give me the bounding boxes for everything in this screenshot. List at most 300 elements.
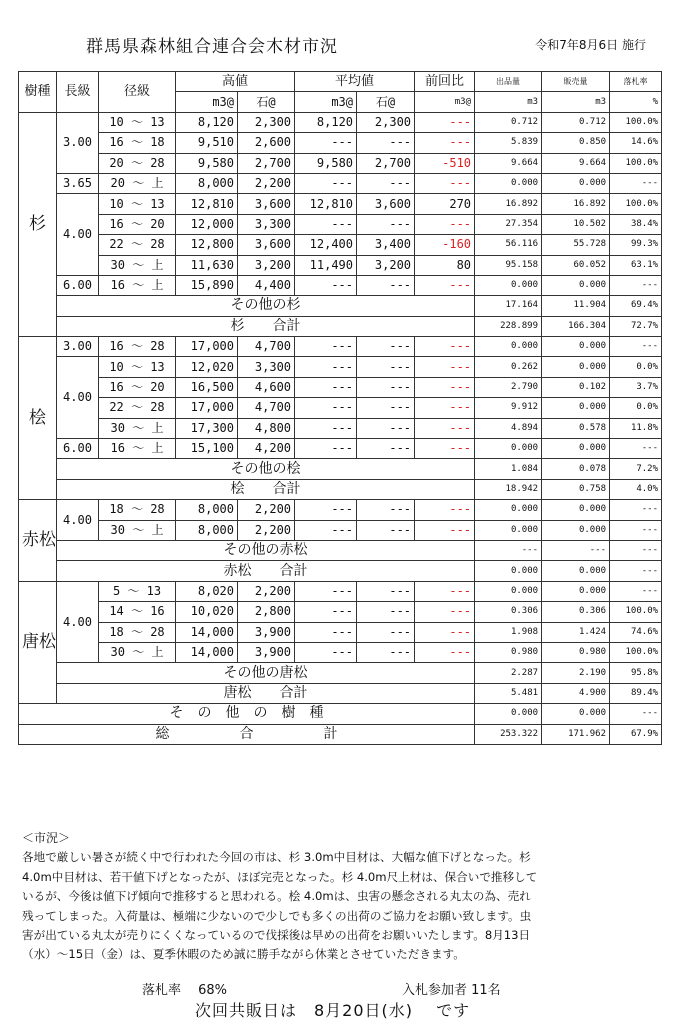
prev-diff: ---: [415, 439, 475, 459]
high-m3: 9,510: [176, 133, 238, 153]
data-row: [19, 520, 662, 540]
subtotal-label: 桧 合計: [57, 479, 475, 499]
col-prev: 前回比: [415, 72, 475, 92]
length-grade: 3.00: [57, 112, 99, 173]
bidder-count: 入札参加者 11名: [402, 983, 501, 998]
diameter-grade: 22 ～ 28: [99, 235, 176, 255]
success-rate-cell: 100.0%: [610, 194, 662, 214]
avg-m3: ---: [295, 622, 357, 642]
col-shipped: 出品量: [475, 72, 542, 92]
commentary-line: 4.0m中目材は、若干値下げとなったが、ほぼ完売となった。杉 4.0m尺上材は、保合いで推移して: [22, 869, 538, 884]
data-row: [19, 112, 662, 132]
shipped-volume: 0.000: [475, 520, 542, 540]
sold-volume: 0.102: [542, 377, 610, 397]
col-rate: 落札率: [610, 72, 662, 92]
shipped-volume: ---: [475, 540, 542, 560]
avg-m3: ---: [295, 337, 357, 357]
high-m3: 11,630: [176, 255, 238, 275]
success-rate-cell: ---: [610, 561, 662, 581]
sold-volume: 0.980: [542, 642, 610, 662]
data-row: [19, 194, 662, 214]
sold-volume: 0.000: [542, 337, 610, 357]
sold-volume: 0.000: [542, 439, 610, 459]
prev-diff: ---: [415, 622, 475, 642]
prev-diff: ---: [415, 133, 475, 153]
other-row: [19, 296, 662, 316]
prev-diff: 270: [415, 194, 475, 214]
unit-high-m3: m3@: [176, 92, 238, 112]
success-rate-cell: 89.4%: [610, 683, 662, 703]
avg-m3: ---: [295, 602, 357, 622]
high-m3: 14,000: [176, 622, 238, 642]
high-koku: 4,700: [238, 337, 295, 357]
shipped-volume: 1.084: [475, 459, 542, 479]
avg-m3: ---: [295, 173, 357, 193]
success-rate-cell: 11.8%: [610, 418, 662, 438]
unit-rate: %: [610, 92, 662, 112]
diameter-grade: 30 ～ 上: [99, 418, 176, 438]
avg-koku: ---: [357, 398, 415, 418]
price-table: [18, 71, 662, 745]
header-row: [19, 72, 662, 92]
avg-koku: ---: [357, 622, 415, 642]
other-species-label: そ の 他 の 樹 種: [19, 704, 475, 724]
shipped-volume: 0.000: [475, 704, 542, 724]
diameter-grade: 18 ～ 28: [99, 622, 176, 642]
avg-m3: ---: [295, 581, 357, 601]
prev-diff: ---: [415, 275, 475, 295]
avg-m3: 12,810: [295, 194, 357, 214]
success-rate-cell: ---: [610, 520, 662, 540]
success-rate-cell: 69.4%: [610, 296, 662, 316]
high-m3: 15,890: [176, 275, 238, 295]
issue-date: 令和7年8月6日 施行: [535, 38, 646, 52]
prev-diff: ---: [415, 357, 475, 377]
success-rate-cell: ---: [610, 704, 662, 724]
next-sale-date: 次回共販日は 8月20日(水) です: [195, 1001, 471, 1020]
success-rate-cell: 0.0%: [610, 398, 662, 418]
sold-volume: 0.000: [542, 357, 610, 377]
shipped-volume: 2.790: [475, 377, 542, 397]
diameter-grade: 20 ～ 上: [99, 173, 176, 193]
success-rate-cell: ---: [610, 337, 662, 357]
avg-koku: ---: [357, 173, 415, 193]
high-koku: 4,800: [238, 418, 295, 438]
high-m3: 12,800: [176, 235, 238, 255]
prev-diff: ---: [415, 520, 475, 540]
avg-koku: ---: [357, 439, 415, 459]
other-row: [19, 663, 662, 683]
sold-volume: 166.304: [542, 316, 610, 336]
avg-m3: ---: [295, 418, 357, 438]
shipped-volume: 17.164: [475, 296, 542, 316]
unit-high-koku: 石@: [238, 92, 295, 112]
shipped-volume: 0.000: [475, 581, 542, 601]
diameter-grade: 30 ～ 上: [99, 520, 176, 540]
prev-diff: ---: [415, 112, 475, 132]
sold-volume: 0.078: [542, 459, 610, 479]
diameter-grade: 10 ～ 13: [99, 357, 176, 377]
shipped-volume: 228.899: [475, 316, 542, 336]
data-row: [19, 214, 662, 234]
avg-m3: ---: [295, 398, 357, 418]
shipped-volume: 95.158: [475, 255, 542, 275]
success-rate-cell: 7.2%: [610, 459, 662, 479]
data-row: [19, 235, 662, 255]
success-rate-cell: ---: [610, 173, 662, 193]
length-grade: 6.00: [57, 439, 99, 459]
avg-koku: ---: [357, 500, 415, 520]
prev-diff: ---: [415, 337, 475, 357]
data-row: [19, 602, 662, 622]
sold-volume: 0.000: [542, 275, 610, 295]
high-koku: 2,800: [238, 602, 295, 622]
avg-koku: 2,700: [357, 153, 415, 173]
data-row: [19, 439, 662, 459]
data-row: [19, 255, 662, 275]
other-row: [19, 459, 662, 479]
high-koku: 3,300: [238, 214, 295, 234]
avg-m3: ---: [295, 642, 357, 662]
success-rate-cell: 67.9%: [610, 724, 662, 744]
shipped-volume: 0.262: [475, 357, 542, 377]
high-koku: 4,600: [238, 377, 295, 397]
unit-shipped: m3: [475, 92, 542, 112]
prev-diff: ---: [415, 418, 475, 438]
data-row: [19, 642, 662, 662]
avg-m3: ---: [295, 520, 357, 540]
high-m3: 17,300: [176, 418, 238, 438]
shipped-volume: 0.000: [475, 173, 542, 193]
shipped-volume: 0.980: [475, 642, 542, 662]
success-rate-cell: 100.0%: [610, 153, 662, 173]
shipped-volume: 253.322: [475, 724, 542, 744]
shipped-volume: 0.000: [475, 439, 542, 459]
shipped-volume: 27.354: [475, 214, 542, 234]
success-rate-cell: 100.0%: [610, 602, 662, 622]
shipped-volume: 1.908: [475, 622, 542, 642]
high-m3: 12,000: [176, 214, 238, 234]
sold-volume: 2.190: [542, 663, 610, 683]
sold-volume: 0.000: [542, 520, 610, 540]
avg-m3: 8,120: [295, 112, 357, 132]
prev-diff: ---: [415, 398, 475, 418]
prev-diff: ---: [415, 602, 475, 622]
high-koku: 3,900: [238, 642, 295, 662]
high-koku: 3,900: [238, 622, 295, 642]
success-rate-cell: 63.1%: [610, 255, 662, 275]
avg-m3: ---: [295, 357, 357, 377]
market-commentary: [22, 829, 662, 965]
shipped-volume: 9.912: [475, 398, 542, 418]
success-rate-cell: ---: [610, 540, 662, 560]
commentary-line: 残ってしまった。入荷量は、極端に少ないので少しでも多くの出荷のご協力をお願い致します。虫: [22, 908, 532, 923]
data-row: [19, 622, 662, 642]
avg-m3: ---: [295, 275, 357, 295]
sold-volume: 0.578: [542, 418, 610, 438]
success-rate-cell: 100.0%: [610, 642, 662, 662]
high-koku: 4,700: [238, 398, 295, 418]
diameter-grade: 16 ～ 上: [99, 439, 176, 459]
unit-sold: m3: [542, 92, 610, 112]
high-koku: 2,300: [238, 112, 295, 132]
sold-volume: 60.052: [542, 255, 610, 275]
col-average: 平均値: [295, 72, 415, 92]
length-grade: 4.00: [57, 357, 99, 439]
high-koku: 2,200: [238, 173, 295, 193]
prev-diff: ---: [415, 500, 475, 520]
sold-volume: 16.892: [542, 194, 610, 214]
sold-volume: 4.900: [542, 683, 610, 703]
avg-koku: 2,300: [357, 112, 415, 132]
high-m3: 8,000: [176, 173, 238, 193]
subtotal-label: 唐松 合計: [57, 683, 475, 703]
high-m3: 12,020: [176, 357, 238, 377]
prev-diff: ---: [415, 642, 475, 662]
data-row: [19, 275, 662, 295]
diameter-grade: 16 ～ 18: [99, 133, 176, 153]
sold-volume: 0.712: [542, 112, 610, 132]
success-rate-cell: ---: [610, 581, 662, 601]
diameter-grade: 10 ～ 13: [99, 194, 176, 214]
sold-volume: 9.664: [542, 153, 610, 173]
diameter-grade: 20 ～ 28: [99, 153, 176, 173]
diameter-grade: 14 ～ 16: [99, 602, 176, 622]
high-koku: 2,200: [238, 581, 295, 601]
shipped-volume: 16.892: [475, 194, 542, 214]
sold-volume: 1.424: [542, 622, 610, 642]
data-row: [19, 173, 662, 193]
diameter-grade: 16 ～ 20: [99, 214, 176, 234]
shipped-volume: 56.116: [475, 235, 542, 255]
success-rate-cell: 74.6%: [610, 622, 662, 642]
data-row: [19, 357, 662, 377]
high-m3: 16,500: [176, 377, 238, 397]
diameter-grade: 10 ～ 13: [99, 112, 176, 132]
diameter-grade: 16 ～ 20: [99, 377, 176, 397]
high-m3: 8,000: [176, 520, 238, 540]
diameter-grade: 16 ～ 28: [99, 337, 176, 357]
data-row: [19, 133, 662, 153]
shipped-volume: 0.000: [475, 561, 542, 581]
shipped-volume: 0.000: [475, 275, 542, 295]
success-rate-cell: 72.7%: [610, 316, 662, 336]
commentary-line: （水）～15日（金）は、夏季休暇のため誠に勝手ながら休業とさせていただきます。: [22, 947, 465, 962]
high-koku: 2,200: [238, 500, 295, 520]
avg-koku: ---: [357, 581, 415, 601]
subtotal-label: 赤松 合計: [57, 561, 475, 581]
commentary-line: 各地で厳しい暑さが続く中で行われた今回の市は、杉 3.0m中目材は、大幅な値下げとなった。杉: [22, 850, 531, 865]
unit-avg-m3: m3@: [295, 92, 357, 112]
shipped-volume: 0.712: [475, 112, 542, 132]
data-row: [19, 398, 662, 418]
other-label: その他の桧: [57, 459, 475, 479]
diameter-grade: 30 ～ 上: [99, 255, 176, 275]
high-koku: 4,400: [238, 275, 295, 295]
diameter-grade: 18 ～ 28: [99, 500, 176, 520]
col-species: 樹種: [19, 72, 57, 113]
avg-koku: 3,400: [357, 235, 415, 255]
sold-volume: 0.000: [542, 704, 610, 724]
avg-koku: ---: [357, 642, 415, 662]
prev-diff: ---: [415, 377, 475, 397]
subtotal-label: 杉 合計: [57, 316, 475, 336]
prev-diff: ---: [415, 581, 475, 601]
data-row: [19, 337, 662, 357]
sold-volume: 11.904: [542, 296, 610, 316]
sold-volume: 10.502: [542, 214, 610, 234]
avg-koku: 3,600: [357, 194, 415, 214]
commentary-title: ＜市況＞: [22, 831, 71, 845]
sold-volume: 0.850: [542, 133, 610, 153]
high-koku: 2,200: [238, 520, 295, 540]
grand-total-label: 総 合 計: [19, 724, 475, 744]
prev-diff: ---: [415, 173, 475, 193]
subtotal-row: [19, 683, 662, 703]
avg-koku: 3,200: [357, 255, 415, 275]
avg-m3: ---: [295, 439, 357, 459]
avg-m3: 12,400: [295, 235, 357, 255]
commentary-line: 害が出ている丸太が売りにくくなっているので伐採後は早めの出荷をお願いいたします。8月13日: [22, 928, 531, 943]
shipped-volume: 0.306: [475, 602, 542, 622]
success-rate-cell: 95.8%: [610, 663, 662, 683]
col-length: 長級: [57, 72, 99, 113]
data-row: [19, 377, 662, 397]
length-grade: 4.00: [57, 194, 99, 276]
high-m3: 8,120: [176, 112, 238, 132]
high-m3: 17,000: [176, 398, 238, 418]
diameter-grade: 30 ～ 上: [99, 642, 176, 662]
commentary-line: いるが、今後は値下げ傾向で推移すると思われる。桧 4.0mは、虫害の懸念される丸太の為、売れ: [22, 889, 531, 904]
col-sold: 販売量: [542, 72, 610, 92]
sold-volume: 0.000: [542, 398, 610, 418]
length-grade: 3.00: [57, 337, 99, 357]
high-koku: 3,600: [238, 194, 295, 214]
prev-diff: ---: [415, 214, 475, 234]
other-label: その他の赤松: [57, 540, 475, 560]
subtotal-row: [19, 561, 662, 581]
success-rate-cell: 38.4%: [610, 214, 662, 234]
high-koku: 3,300: [238, 357, 295, 377]
prev-diff: -160: [415, 235, 475, 255]
shipped-volume: 0.000: [475, 500, 542, 520]
sold-volume: 55.728: [542, 235, 610, 255]
avg-koku: ---: [357, 337, 415, 357]
shipped-volume: 18.942: [475, 479, 542, 499]
species-name: 桧: [19, 337, 57, 500]
success-rate-cell: 3.7%: [610, 377, 662, 397]
subtotal-row: [19, 316, 662, 336]
success-rate: 落札率 68%: [142, 983, 228, 998]
high-m3: 8,020: [176, 581, 238, 601]
avg-koku: ---: [357, 377, 415, 397]
success-rate-cell: ---: [610, 275, 662, 295]
data-row: [19, 418, 662, 438]
avg-m3: 11,490: [295, 255, 357, 275]
shipped-volume: 5.481: [475, 683, 542, 703]
length-grade: 4.00: [57, 581, 99, 663]
length-grade: 3.65: [57, 173, 99, 193]
avg-koku: ---: [357, 214, 415, 234]
other-species-row: [19, 704, 662, 724]
data-row: [19, 153, 662, 173]
avg-koku: ---: [357, 418, 415, 438]
col-diameter: 径級: [99, 72, 176, 113]
sold-volume: 171.962: [542, 724, 610, 744]
high-m3: 17,000: [176, 337, 238, 357]
unit-prev: m3@: [415, 92, 475, 112]
grand-total-row: [19, 724, 662, 744]
avg-m3: 9,580: [295, 153, 357, 173]
avg-koku: ---: [357, 357, 415, 377]
avg-m3: ---: [295, 500, 357, 520]
success-rate-cell: 14.6%: [610, 133, 662, 153]
sold-volume: ---: [542, 540, 610, 560]
shipped-volume: 2.287: [475, 663, 542, 683]
species-name: 杉: [19, 112, 57, 336]
diameter-grade: 5 ～ 13: [99, 581, 176, 601]
data-row: [19, 581, 662, 601]
high-m3: 15,100: [176, 439, 238, 459]
high-m3: 9,580: [176, 153, 238, 173]
species-name: 赤松: [19, 500, 57, 582]
success-rate-cell: 100.0%: [610, 112, 662, 132]
avg-koku: ---: [357, 602, 415, 622]
avg-koku: ---: [357, 133, 415, 153]
high-m3: 14,000: [176, 642, 238, 662]
success-rate-cell: ---: [610, 500, 662, 520]
success-rate-cell: 4.0%: [610, 479, 662, 499]
other-label: その他の杉: [57, 296, 475, 316]
high-koku: 3,600: [238, 235, 295, 255]
shipped-volume: 0.000: [475, 337, 542, 357]
subtotal-row: [19, 479, 662, 499]
prev-diff: -510: [415, 153, 475, 173]
sold-volume: 0.000: [542, 173, 610, 193]
high-m3: 10,020: [176, 602, 238, 622]
data-row: [19, 500, 662, 520]
length-grade: 4.00: [57, 500, 99, 541]
sold-volume: 0.000: [542, 561, 610, 581]
sold-volume: 0.758: [542, 479, 610, 499]
avg-m3: ---: [295, 133, 357, 153]
shipped-volume: 9.664: [475, 153, 542, 173]
diameter-grade: 22 ～ 28: [99, 398, 176, 418]
high-koku: 2,600: [238, 133, 295, 153]
success-rate-cell: 0.0%: [610, 357, 662, 377]
high-koku: 2,700: [238, 153, 295, 173]
shipped-volume: 5.839: [475, 133, 542, 153]
avg-koku: ---: [357, 275, 415, 295]
unit-avg-koku: 石@: [357, 92, 415, 112]
sold-volume: 0.000: [542, 500, 610, 520]
page-title: 群馬県森林組合連合会木材市況: [86, 37, 338, 57]
avg-koku: ---: [357, 520, 415, 540]
length-grade: 6.00: [57, 275, 99, 295]
high-m3: 12,810: [176, 194, 238, 214]
species-name: 唐松: [19, 581, 57, 703]
success-rate-cell: 99.3%: [610, 235, 662, 255]
high-koku: 3,200: [238, 255, 295, 275]
shipped-volume: 4.894: [475, 418, 542, 438]
high-m3: 8,000: [176, 500, 238, 520]
other-label: その他の唐松: [57, 663, 475, 683]
sold-volume: 0.000: [542, 581, 610, 601]
sold-volume: 0.306: [542, 602, 610, 622]
other-row: [19, 540, 662, 560]
success-rate-cell: ---: [610, 439, 662, 459]
avg-m3: ---: [295, 377, 357, 397]
